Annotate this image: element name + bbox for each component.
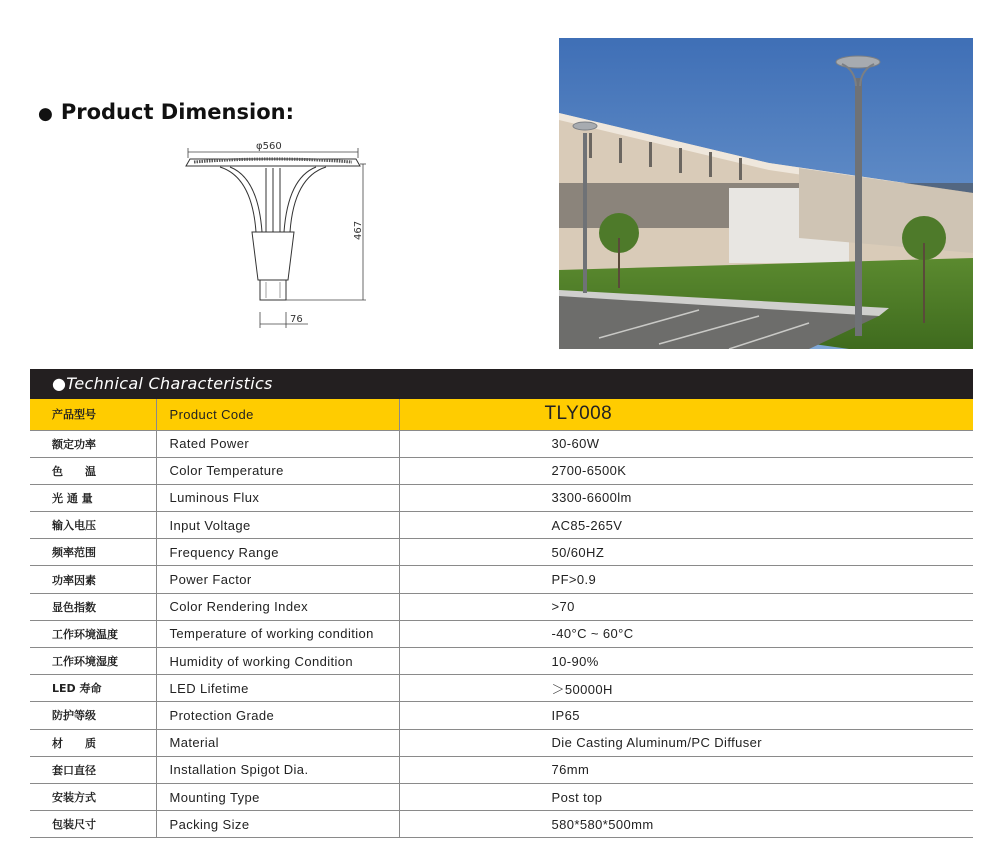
row-label-cn: 安装方式 [30, 783, 156, 810]
row-label-en: Color Rendering Index [156, 593, 399, 620]
table-row [30, 566, 973, 593]
row-label-cn: 功率因素 [30, 566, 156, 593]
row-label-en: Material [156, 729, 399, 756]
row-label-cn: 工作环境温度 [30, 620, 156, 647]
table-row [30, 484, 973, 511]
row-value: Die Casting Aluminum/PC Diffuser [399, 729, 973, 756]
table-row [30, 811, 973, 838]
row-label-cn: 包装尺寸 [30, 811, 156, 838]
spigot-dimension-label: 76 [290, 314, 303, 325]
row-label-en: Rated Power [156, 430, 399, 457]
table-row [30, 593, 973, 620]
table-row [30, 729, 973, 756]
row-value: 76mm [399, 756, 973, 783]
spec-table [30, 399, 973, 838]
table-row [30, 430, 973, 457]
row-label-en: Input Voltage [156, 512, 399, 539]
row-label-cn: 防护等级 [30, 702, 156, 729]
row-label-en: Installation Spigot Dia. [156, 756, 399, 783]
row-value: >70 [399, 593, 973, 620]
row-value: IP65 [399, 702, 973, 729]
row-label-cn: 光 通 量 [30, 484, 156, 511]
row-label-cn: 频率范围 [30, 539, 156, 566]
row-label-cn: 套口直径 [30, 756, 156, 783]
row-value: 580*580*500mm [399, 811, 973, 838]
row-label-cn: LED 寿命 [30, 675, 156, 702]
table-header-row [30, 399, 973, 430]
table-row [30, 702, 973, 729]
height-dimension-label: 467 [353, 220, 364, 240]
row-label-cn: 输入电压 [30, 512, 156, 539]
row-label-cn: 色 温 [30, 457, 156, 484]
row-label-en: Humidity of working Condition [156, 648, 399, 675]
row-value: ＞50000H [399, 675, 973, 702]
row-label-en: Frequency Range [156, 539, 399, 566]
header-en: Product Code [156, 399, 399, 430]
width-dimension-label: φ560 [256, 141, 282, 152]
table-row [30, 756, 973, 783]
bullet-icon: ● [38, 104, 53, 124]
row-label-cn: 显色指数 [30, 593, 156, 620]
row-value: 30-60W [399, 430, 973, 457]
table-row [30, 457, 973, 484]
table-row [30, 783, 973, 810]
row-value: 2700-6500K [399, 457, 973, 484]
row-label-en: Packing Size [156, 811, 399, 838]
product-dimension-drawing [180, 132, 380, 332]
row-label-en: Luminous Flux [156, 484, 399, 511]
header-cn: 产品型号 [30, 399, 156, 430]
row-value: 3300-6600lm [399, 484, 973, 511]
row-value: -40°C ~ 60°C [399, 620, 973, 647]
dimension-heading-text: Product Dimension: [60, 100, 294, 124]
row-label-en: LED Lifetime [156, 675, 399, 702]
row-label-en: Power Factor [156, 566, 399, 593]
row-value: AC85-265V [399, 512, 973, 539]
row-label-en: Mounting Type [156, 783, 399, 810]
table-row [30, 539, 973, 566]
row-value: 50/60HZ [399, 539, 973, 566]
row-value: 10-90% [399, 648, 973, 675]
row-label-cn: 材 质 [30, 729, 156, 756]
table-row [30, 648, 973, 675]
table-row [30, 675, 973, 702]
row-label-en: Protection Grade [156, 702, 399, 729]
row-value: PF>0.9 [399, 566, 973, 593]
technical-characteristics-title: ●Technical Characteristics [30, 369, 973, 399]
row-label-cn: 工作环境湿度 [30, 648, 156, 675]
row-label-en: Color Temperature [156, 457, 399, 484]
product-code-value: TLY008 [399, 399, 973, 430]
row-value: Post top [399, 783, 973, 810]
table-row [30, 512, 973, 539]
table-row [30, 620, 973, 647]
dimension-heading [38, 100, 294, 124]
product-photo [559, 38, 973, 349]
row-label-en: Temperature of working condition [156, 620, 399, 647]
row-label-cn: 额定功率 [30, 430, 156, 457]
